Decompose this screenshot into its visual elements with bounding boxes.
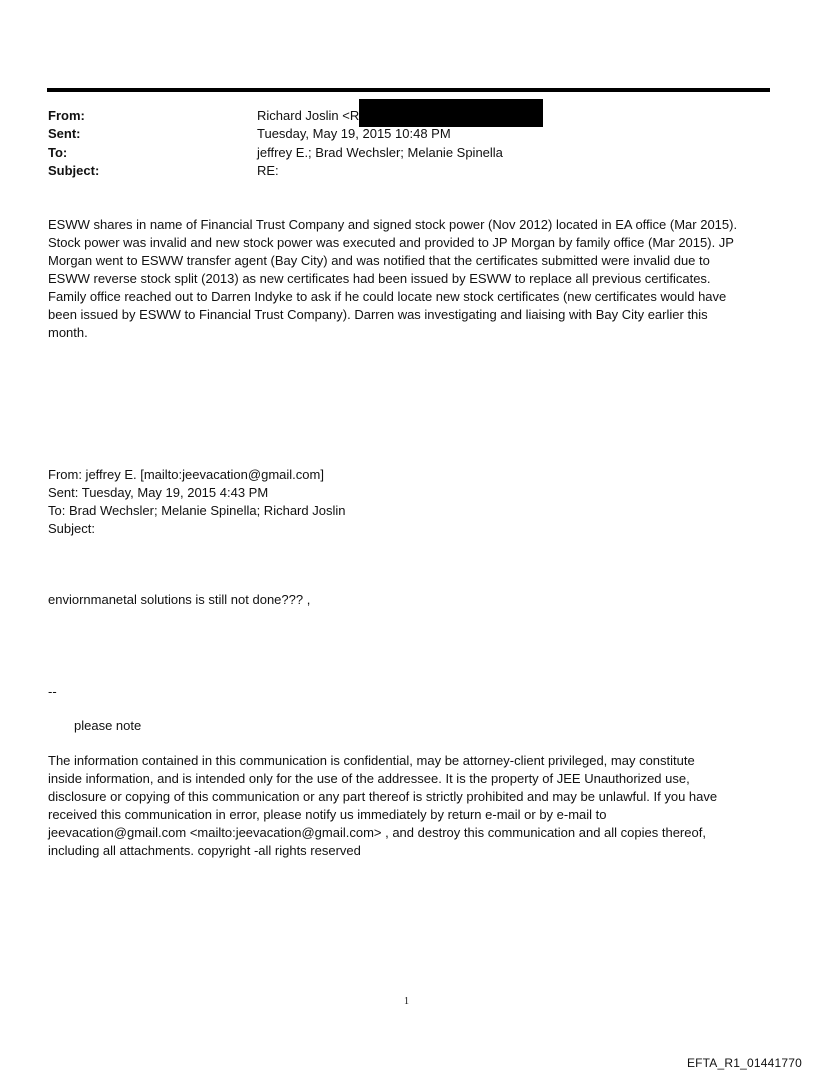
sent-value: Tuesday, May 19, 2015 10:48 PM: [257, 126, 451, 141]
disclaimer-line: inside information, and is intended only for the use of the addressee. It is the property of JEE Unauthorized use,: [48, 771, 690, 786]
quoted-message: enviornmanetal solutions is still not done??? ,: [48, 592, 311, 607]
body-line: been issued by ESWW to Financial Trust Company). Darren was investigating and liaising with Bay City earlier this: [48, 307, 708, 322]
redaction-box: [359, 99, 543, 127]
quoted-sent: Sent: Tuesday, May 19, 2015 4:43 PM: [48, 485, 269, 500]
disclaimer-line: including all attachments. copyright -all rights reserved: [48, 843, 361, 858]
please-note: please note: [74, 718, 142, 733]
disclaimer-line: jeevacation@gmail.com <mailto:jeevacation@gmail.com> , and destroy this communication and all copies thereof,: [48, 825, 706, 840]
signature-separator: --: [48, 684, 57, 699]
quoted-from: From: jeffrey E. [mailto:jeevacation@gmail.com]: [48, 467, 324, 482]
to-label: To:: [48, 145, 68, 160]
disclaimer-line: disclosure or copying of this communication or any part thereof is strictly prohibited and may be unlawful. If you have: [48, 789, 718, 804]
page-number: 1: [404, 996, 409, 1007]
disclaimer-line: The information contained in this communication is confidential, may be attorney-client privileged, may constitute: [48, 753, 695, 768]
body-line: ESWW reverse stock split (2013) as new certificates had been issued by ESWW to replace all previous certificates.: [48, 271, 711, 286]
subject-value: RE:: [257, 163, 279, 178]
body-line: Morgan went to ESWW transfer agent (Bay City) and was notified that the certificates submitted were invalid due to: [48, 253, 710, 268]
document-id: EFTA_R1_01441770: [686, 1056, 802, 1070]
body-line: Family office reached out to Darren Indyke to ask if he could locate new stock certificates (new certificates would have: [48, 289, 727, 304]
from-label: From:: [48, 108, 85, 123]
body-line: month.: [48, 325, 88, 340]
quoted-to: To: Brad Wechsler; Melanie Spinella; Richard Joslin: [48, 503, 346, 518]
to-value: jeffrey E.; Brad Wechsler; Melanie Spinella: [257, 145, 503, 160]
from-sender: Richard Joslin <R: [257, 108, 360, 123]
disclaimer-line: received this communication in error, please notify us immediately by return e-mail or by e-mail to: [48, 807, 607, 822]
body-line: ESWW shares in name of Financial Trust Company and signed stock power (Nov 2012) located in EA office (Mar 2015).: [48, 217, 738, 232]
disclaimer: [48, 752, 773, 860]
header-rule: [47, 88, 770, 92]
quoted-subject: Subject:: [48, 521, 95, 536]
quoted-header: [48, 466, 773, 538]
sent-label: Sent:: [48, 126, 81, 141]
body-line: Stock power was invalid and new stock power was executed and provided to JP Morgan by family office (Mar 2015). JP: [48, 235, 734, 250]
subject-label: Subject:: [48, 163, 100, 178]
email-body: [48, 216, 773, 342]
